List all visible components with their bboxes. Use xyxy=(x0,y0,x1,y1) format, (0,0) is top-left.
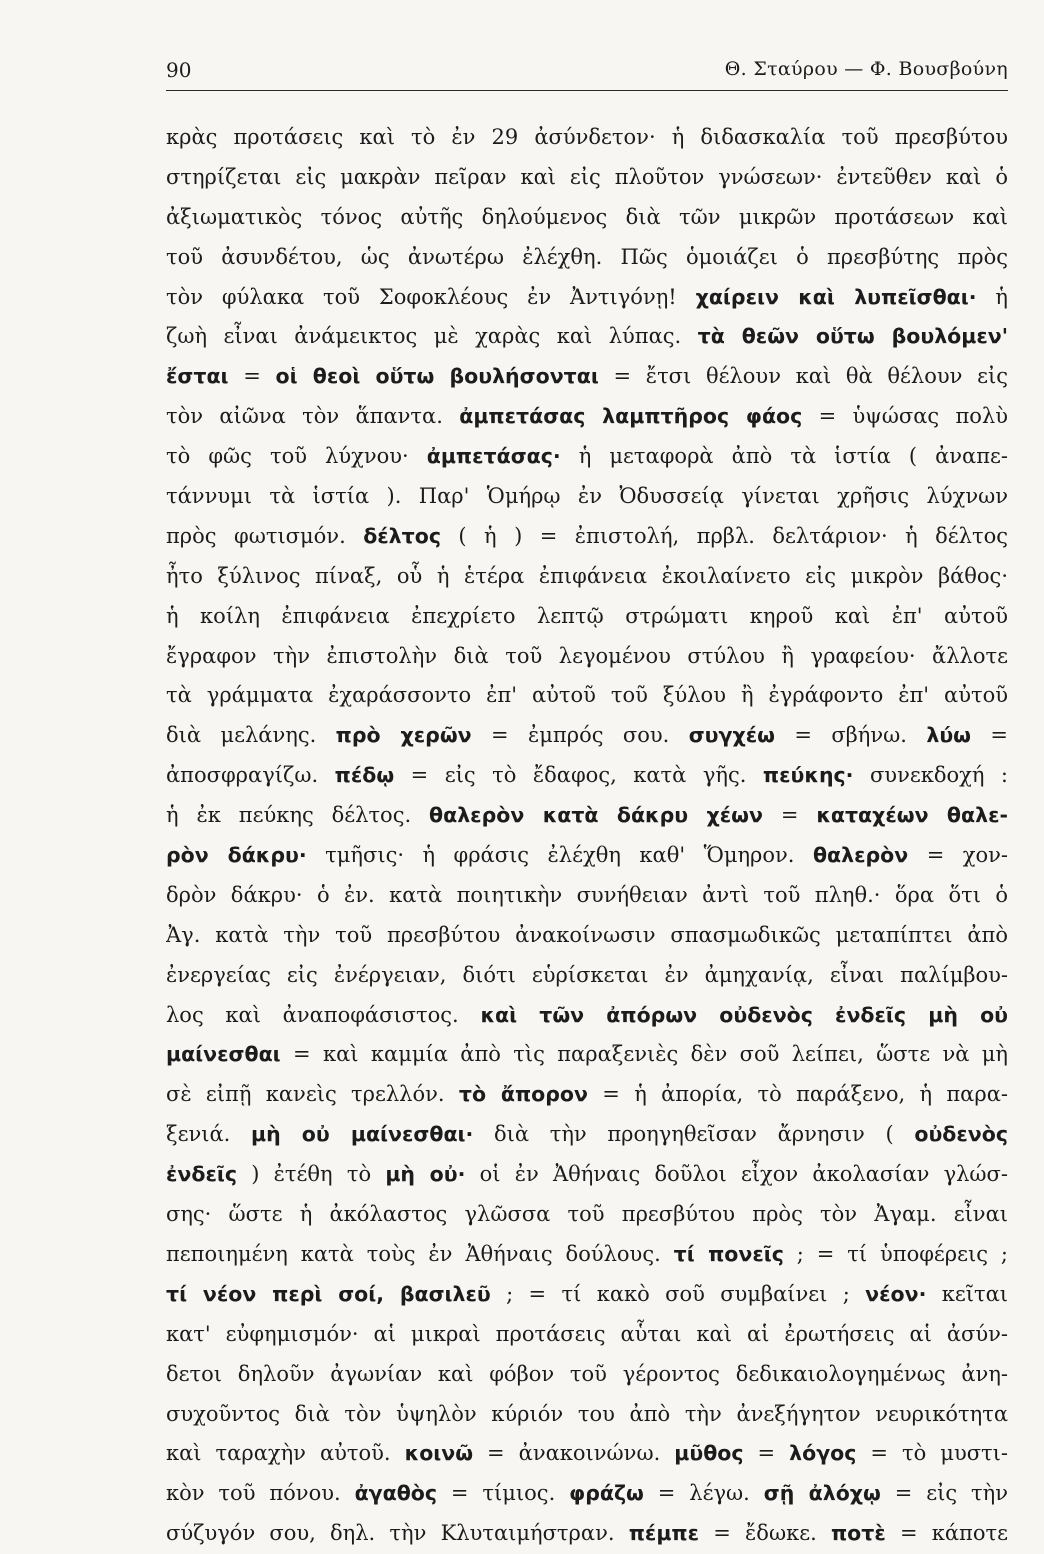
text-line xyxy=(166,836,1008,876)
bold-lemma: τὰ θεῶν οὕτω βουλόμεν' xyxy=(697,324,1008,349)
text-line xyxy=(166,357,1008,397)
text-run: κὸν τοῦ πόνου. xyxy=(166,1481,355,1506)
text-run: ( ἡ ) = ἐπιστολή, πρβλ. δελτάριον· ἡ δέλτος xyxy=(440,523,1008,548)
text-line xyxy=(166,676,1008,716)
bold-lemma: τί πονεῖς xyxy=(673,1241,784,1266)
text-run: = ἔδωκε. xyxy=(699,1521,831,1546)
bold-lemma: συγχέω xyxy=(688,723,775,748)
bold-lemma: λόγος xyxy=(789,1441,857,1466)
text-run: = σβήνω. xyxy=(774,723,927,748)
bold-lemma: μὴ οὐ· xyxy=(385,1162,466,1187)
running-head: Θ. Σταύρου — Φ. Βουσβούνη xyxy=(724,58,1008,80)
text-run: ἀξιωματικὸς τόνος αὐτῆς δηλούμενος διὰ τῶν μικρῶν προτάσεων καὶ xyxy=(166,204,1008,229)
text-run: = xyxy=(971,723,1008,748)
text-run: τοῦ ἀσυνδέτου, ὡς ἀνωτέρω ἐλέχθη. Πῶς ὁμοιάζει ὁ πρεσβύτης πρὸς xyxy=(166,244,1008,269)
text-line xyxy=(166,1035,1008,1075)
text-run: ἔγραφον τὴν ἐπιστολὴν διὰ τοῦ λεγομένου στύλου ἢ γραφείου· ἄλλοτε xyxy=(166,643,1008,668)
text-line xyxy=(166,397,1008,437)
text-line xyxy=(166,1395,1008,1435)
text-run: σὲ εἰπῇ κανεὶς τρελλόν. xyxy=(166,1082,459,1107)
text-run: σης· ὥστε ἡ ἀκόλαστος γλῶσσα τοῦ πρεσβύτου πρὸς τὸν Ἀγαμ. εἶναι xyxy=(166,1202,1008,1227)
text-run: ξενιά. xyxy=(166,1122,251,1147)
text-line xyxy=(166,716,1008,756)
bold-lemma: χαίρειν καὶ λυπεῖσθαι· xyxy=(695,284,977,309)
bold-lemma: οὐδενὸς xyxy=(914,1122,1008,1147)
text-line xyxy=(166,996,1008,1036)
text-run: ἐνεργείας εἰς ἐνέργειαν, διότι εὑρίσκεται ἐν ἀμηχανίᾳ, εἶναι παλίμβου- xyxy=(166,962,1008,987)
text-run: = χον- xyxy=(908,843,1008,868)
text-run: ἡ μεταφορὰ ἀπὸ τὰ ἱστία ( ἀναπε- xyxy=(560,444,1008,469)
text-run: = κάποτε xyxy=(885,1521,1008,1546)
text-run: τὸν φύλακα τοῦ Σοφοκλέους ἐν Ἀντιγόνῃ! xyxy=(166,284,696,309)
text-line xyxy=(166,198,1008,238)
bold-lemma: μῦθος xyxy=(674,1441,744,1466)
text-line xyxy=(166,1355,1008,1395)
text-run: = λέγω. xyxy=(643,1481,764,1506)
text-line xyxy=(166,317,1008,357)
text-line xyxy=(166,1195,1008,1235)
bold-lemma: ποτὲ xyxy=(830,1521,886,1546)
text-line xyxy=(166,437,1008,477)
text-run: δρὸν δάκρυ· ὁ ἐν. κατὰ ποιητικὴν συνήθειαν ἀντὶ τοῦ πληθ.· ὅρα ὅτι ὁ xyxy=(166,882,1008,907)
text-line xyxy=(166,1434,1008,1474)
text-run: τὸ φῶς τοῦ λύχνου· xyxy=(166,444,427,469)
text-run: ; = τί ὑποφέρεις ; xyxy=(783,1241,1008,1266)
text-run: τὰ γράμματα ἐχαράσσοντο ἐπ' αὐτοῦ τοῦ ξύλου ἢ ἐγράφοντο ἐπ' αὐτοῦ xyxy=(166,683,1008,708)
bold-lemma: πέμπε xyxy=(628,1521,700,1546)
text-run: ) ἐτέθη τὸ xyxy=(237,1162,386,1187)
text-run: ἡ κοίλη ἐπιφάνεια ἐπεχρίετο λεπτῷ στρώματι κηροῦ καὶ ἐπ' αὐτοῦ xyxy=(166,603,1008,628)
text-run: τάννυμι τὰ ἱστία ). Παρ' Ὁμήρῳ ἐν Ὀδυσσείᾳ γίνεται χρῆσις λύχνων xyxy=(166,484,1008,509)
text-run: ζωὴ εἶναι ἀνάμεικτος μὲ χαρὰς καὶ λύπας. xyxy=(166,324,698,349)
bold-lemma: σῇ ἀλόχῳ xyxy=(763,1481,881,1506)
text-run: = καὶ καμμία ἀπὸ τὶς παραξενιὲς δὲν σοῦ λείπει, ὥστε νὰ μὴ xyxy=(280,1042,1008,1067)
text-line xyxy=(166,1235,1008,1275)
bold-lemma: οἱ θεοὶ οὕτω βουλήσονται xyxy=(275,364,599,389)
text-run: τμῆσις· ἡ φράσις ἐλέχθη καθ' Ὅμηρον. xyxy=(306,843,813,868)
text-run: κεῖται xyxy=(926,1281,1008,1306)
text-run: = εἰς τὴν xyxy=(880,1481,1008,1506)
text-line xyxy=(166,1275,1008,1315)
text-line xyxy=(166,916,1008,956)
page-number: 90 xyxy=(166,58,192,82)
text-line xyxy=(166,1315,1008,1355)
text-run: ; = τί κακὸ σοῦ συμβαίνει ; xyxy=(490,1281,866,1306)
bold-lemma: καὶ τῶν ἀπόρων οὐδενὸς ἐνδεῖς μὴ οὐ xyxy=(480,1002,1008,1027)
text-line xyxy=(166,1514,1008,1554)
text-run: συνεκδοχή : xyxy=(853,763,1008,788)
text-run: Ἀγ. κατὰ τὴν τοῦ πρεσβύτου ἀνακοίνωσιν σπασμωδικῶς μεταπίπτει ἀπὸ xyxy=(166,922,1008,947)
text-line xyxy=(166,118,1008,158)
text-line xyxy=(166,1115,1008,1155)
text-run: = ἡ ἀπορία, τὸ παράξενο, ἡ παρα- xyxy=(587,1082,1008,1107)
bold-lemma: ἐνδεῖς xyxy=(166,1162,238,1187)
text-run: = xyxy=(762,803,817,828)
text-run: = εἰς τὸ ἔδαφος, κατὰ γῆς. xyxy=(394,763,763,788)
text-run: = τὸ μυστι- xyxy=(856,1441,1008,1466)
text-run: κατ' εὐφημισμόν· αἱ μικραὶ προτάσεις αὗται καὶ αἱ ἐρωτήσεις αἱ ἀσύν- xyxy=(166,1321,1008,1346)
bold-lemma: φράζω xyxy=(569,1481,644,1506)
text-run: = ἐμπρός σου. xyxy=(471,723,689,748)
bold-lemma: νέον· xyxy=(865,1281,927,1306)
bold-lemma: πέδῳ xyxy=(334,763,395,788)
bold-lemma: πεύκης· xyxy=(762,763,854,788)
text-run: ἀποσφραγίζω. xyxy=(166,763,335,788)
text-run: κρὰς προτάσεις καὶ τὸ ἐν 29 ἀσύνδετον· ἡ διδασκαλία τοῦ πρεσβύτου xyxy=(166,125,1008,149)
text-run: ἦτο ξύλινος πίναξ, οὗ ἡ ἑτέρα ἐπιφάνεια ἐκοιλαίνετο εἰς μικρὸν βάθος· xyxy=(166,563,1008,588)
bold-lemma: μαίνεσθαι xyxy=(166,1042,281,1067)
text-line xyxy=(166,956,1008,996)
text-run: = ἀνακοινώνω. xyxy=(473,1441,675,1466)
text-run: πρὸς φωτισμόν. xyxy=(166,523,364,548)
text-line xyxy=(166,756,1008,796)
text-line xyxy=(166,158,1008,198)
text-run: πεποιημένη κατὰ τοὺς ἐν Ἀθήναις δούλους. xyxy=(166,1241,674,1266)
text-run: καὶ ταραχὴν αὐτοῦ. xyxy=(166,1441,405,1466)
text-line xyxy=(166,1474,1008,1514)
text-run: τὸν αἰῶνα τὸν ἅπαντα. xyxy=(166,404,460,429)
bold-lemma: καταχέων θαλε- xyxy=(816,803,1008,828)
text-line xyxy=(166,1075,1008,1115)
text-run: δετοι δηλοῦν ἀγωνίαν καὶ φόβον τοῦ γέροντος δεδικαιολογημένως ἀνη- xyxy=(166,1361,1008,1386)
text-line xyxy=(166,637,1008,677)
bold-lemma: τί νέον περὶ σοί, βασιλεῦ xyxy=(166,1281,491,1306)
text-run: διὰ τὴν προηγηθεῖσαν ἄρνησιν ( xyxy=(473,1122,915,1147)
text-line xyxy=(166,238,1008,278)
bold-lemma: ἀμπετάσας λαμπτῆρος φάος xyxy=(459,404,803,429)
text-line xyxy=(166,597,1008,637)
bold-lemma: τὸ ἄπορον xyxy=(458,1082,588,1107)
text-run: = xyxy=(743,1441,790,1466)
text-line xyxy=(166,557,1008,597)
text-line xyxy=(166,517,1008,557)
bold-lemma: κοινῶ xyxy=(404,1441,474,1466)
bold-lemma: πρὸ χερῶν xyxy=(335,723,472,748)
text-run: διὰ μελάνης. xyxy=(166,723,336,748)
text-run: στηρίζεται εἰς μακρὰν πεῖραν καὶ εἰς πλοῦτον γνώσεων· ἐντεῦθεν καὶ ὁ xyxy=(166,164,1008,189)
text-run: ἡ ἐκ πεύκης δέλτος. xyxy=(166,803,430,828)
bold-lemma: μὴ οὐ μαίνεσθαι· xyxy=(250,1122,474,1147)
bold-lemma: ἀμπετάσας· xyxy=(426,444,561,469)
text-run: οἱ ἐν Ἀθήναις δοῦλοι εἶχον ἀκολασίαν γλώσ- xyxy=(465,1162,1008,1187)
text-run: = xyxy=(228,364,276,389)
text-run: = ὑψώσας πολὺ xyxy=(802,404,1008,429)
text-run: = τίμιος. xyxy=(437,1481,570,1506)
text-run: λος καὶ ἀναποφάσιστος. xyxy=(166,1002,481,1027)
text-run: = ἔτσι θέλουν καὶ θὰ θέλουν εἰς xyxy=(598,364,1008,389)
page-header xyxy=(166,58,1008,91)
bold-lemma: ἔσται xyxy=(166,364,229,389)
bold-lemma: ρὸν δάκρυ· xyxy=(166,843,307,868)
bold-lemma: ἀγαθὸς xyxy=(354,1481,438,1506)
text-line xyxy=(166,278,1008,318)
text-run: συχοῦντος διὰ τὸν ὑψηλὸν κύριόν του ἀπὸ τὴν ἀνεξήγητον νευρικότητα xyxy=(166,1401,1008,1426)
body-text xyxy=(166,118,1008,1554)
text-line xyxy=(166,477,1008,517)
text-line xyxy=(166,876,1008,916)
bold-lemma: θαλερὸν κατὰ δάκρυ χέων xyxy=(429,803,763,828)
bold-lemma: δέλτος xyxy=(363,523,441,548)
bold-lemma: θαλερὸν xyxy=(812,843,909,868)
text-line xyxy=(166,796,1008,836)
text-run: σύζυγόν σου, δηλ. τὴν Κλυταιμήστραν. xyxy=(166,1521,629,1546)
text-run: ἡ xyxy=(976,284,1008,309)
bold-lemma: λύω xyxy=(926,723,971,748)
text-line xyxy=(166,1155,1008,1195)
